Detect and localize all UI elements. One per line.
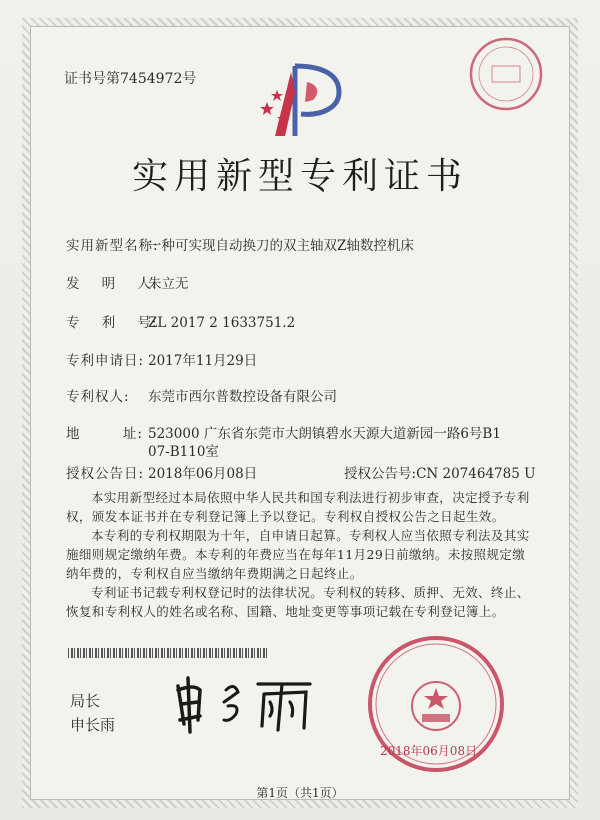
signature-image	[170, 676, 320, 734]
seal-date: 2018年06月08日	[380, 744, 478, 758]
page-footer: 第1页（共1页）	[256, 786, 344, 800]
agency-seal-icon	[468, 36, 544, 112]
cnipa-logo-icon	[255, 62, 345, 140]
director-title: 局长	[70, 692, 101, 710]
field-inventor: 发 明 人:朱立无	[66, 276, 189, 292]
certificate-number: 证书号第7454972号	[64, 71, 197, 87]
certificate-title: 实用新型专利证书	[131, 156, 468, 197]
field-patent-number: 专 利 号:ZL 2017 2 1633751.2	[66, 315, 296, 331]
field-name: 实用新型名称:一种可实现自动换刀的双主轴双Z轴数控机床	[66, 238, 414, 254]
paragraph-1: 本实用新型经过本局依照中华人民共和国专利法进行初步审查，决定授予专利权，颁发本证书并在专利登记簿上予以登记。专利权自授权公告之日起生效。	[66, 490, 530, 524]
director-name: 申长雨	[70, 716, 116, 734]
paragraph-2: 本专利的专利权期限为十年，自申请日起算。专利权人应当依照专利法及其实施细则规定缴纳年费。本专利的年费应当在每年11月29日前缴纳。未按照规定缴纳年费的，专利权自应当缴纳年费期满之日起终止。	[66, 528, 530, 581]
field-filing-date: 专利申请日: 2017年11月29日	[66, 353, 258, 369]
field-grant-number: 授权公告号:CN 207464785 U	[344, 466, 536, 482]
paragraph-3: 专利证书记载专利权登记时的法律状况。专利权的转移、质押、无效、终止、恢复和专利权人的姓名或名称、国籍、地址变更等事项记载在专利登记簿上。	[66, 585, 530, 619]
field-address-line2: 07-B110室	[148, 444, 219, 460]
field-address: 地 址: 523000 广东省东莞市大朗镇碧水天源大道新园一路6号B1	[66, 426, 501, 442]
field-patentee: 专利权人: 东莞市西尔普数控设备有限公司	[66, 389, 337, 405]
barcode	[68, 648, 268, 658]
field-grant-date: 授权公告日: 2018年06月08日	[66, 466, 258, 482]
